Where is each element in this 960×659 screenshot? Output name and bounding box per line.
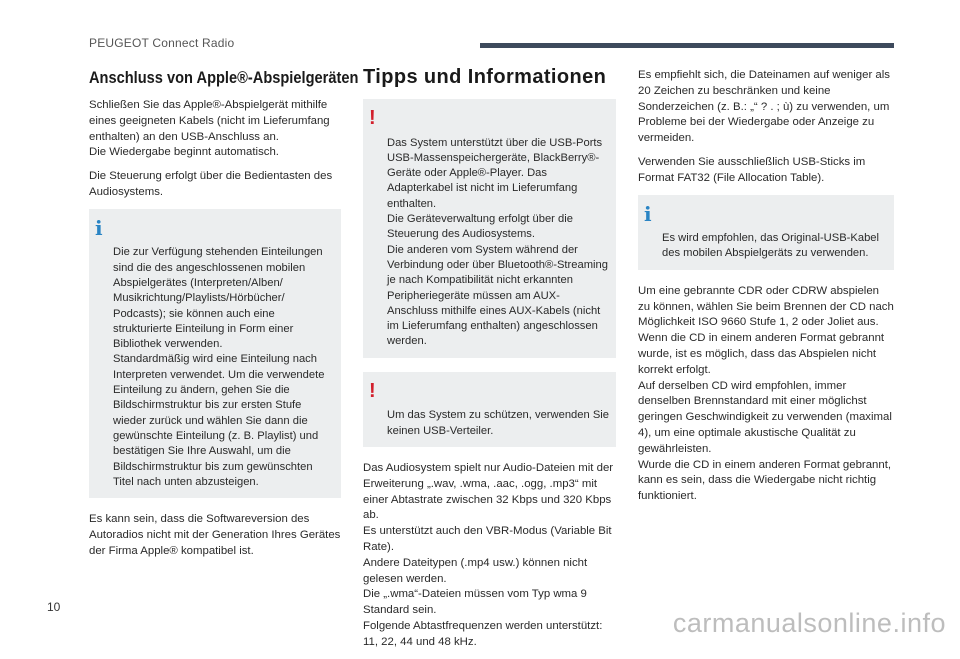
column-middle	[363, 68, 616, 659]
column-left	[89, 68, 359, 568]
info-icon: i	[95, 215, 103, 240]
column-right	[638, 68, 894, 513]
info-box	[638, 195, 894, 270]
warning-box	[363, 372, 616, 447]
page-number: 10	[47, 600, 61, 614]
warning-box	[363, 99, 616, 358]
paragraph: Es empfiehlt sich, die Dateinamen auf weniger als 20 Zeichen zu beschränken und keine Sonderzeichen (z. B.: „“ ? . ; ù) zu verwenden, um Probleme bei der Wiedergabe oder Anzeige zu vermeiden.	[638, 69, 890, 145]
header-bar	[480, 43, 894, 48]
paragraph: Die Steuerung erfolgt über die Bedientasten des Audiosystems.	[89, 170, 333, 198]
info-icon: i	[644, 201, 652, 226]
info-box	[89, 209, 341, 498]
paragraph: Um eine gebrannte CDR oder CDRW abspielen zu können, wählen Sie beim Brennen der CD nach Möglichkeit ISO 9660 Stufe 1, 2 oder Joliet aus. Wenn die CD in einem anderen Format gebrannt wurde, ist es möglich, dass das Abspielen nicht korrekt erfolgt. Auf derselben CD wird empfohlen, immer denselben Brennstandard mit einer möglichst geringen Geschwindigkeit zu verwenden (maximal 4), um eine optimale akustische Qualität zu gewährleisten. Wurde die CD in einem anderen Format gebrannt, kann es sein, dass die Wiedergabe nicht richtig funktioniert.	[638, 284, 894, 503]
paragraph: Es kann sein, dass die Softwareversion des Autoradios nicht mit der Generation Ihres Gerätes der Firma Apple® kompatibel ist.	[89, 513, 341, 557]
warning-box-text: Das System unterstützt über die USB-Ports USB-Massenspeichergeräte, BlackBerry®-Geräte oder Apple®-Player. Das Adapterkabel ist nicht im Lieferumfang enthalten. Die Geräteverwaltung erfolgt über die Steuerung des Audiosystems. Die anderen vom System während der Verbindung oder über Bluetooth®-Streaming je nach Kompatibilität nicht erkannten Peripheriegeräte müssen am AUX-Anschluss mithilfe eines AUX-Kabels (nicht im Lieferumfang enthalten) angeschlossen werden.	[387, 136, 608, 348]
header-label: PEUGEOT Connect Radio	[89, 36, 235, 50]
warning-box-text: Um das System zu schützen, verwenden Sie keinen USB-Verteiler.	[387, 409, 609, 437]
warning-icon: !	[369, 379, 376, 402]
info-box-text: Es wird empfohlen, das Original-USB-Kabel des mobilen Abspielgeräts zu verwenden.	[662, 232, 880, 260]
paragraph: Das Audiosystem spielt nur Audio-Dateien mit der Erweiterung „.wav, .wma, .aac, .ogg, .mp3“ mit einer Abtastrate zwischen 32 Kbps und 320 Kbps ab. Es unterstützt auch den VBR-Modus (Variable Bit Rate). Andere Dateitypen (.mp4 usw.) können nicht gelesen werden. Die „.wma“-Dateien müssen vom Typ wma 9 Standard sein. Folgende Abtastfrequenzen werden unterstützt: 11, 22, 44 und 48 kHz.	[363, 461, 614, 648]
paragraph: Schließen Sie das Apple®-Abspielgerät mithilfe eines geeigneten Kabels (nicht im Lieferumfang enthalten) an den USB-Anschluss an. Die Wiedergabe beginnt automatisch.	[89, 99, 330, 159]
paragraph: Verwenden Sie ausschließlich USB-Sticks im Format FAT32 (File Allocation Table).	[638, 155, 866, 184]
watermark: carmanualsonline.info	[672, 608, 946, 638]
info-box-text: Die zur Verfügung stehenden Einteilungen sind die des angeschlossenen mobilen Abspielgerätes (Interpreten/Alben/ Musikrichtung/Playlists/Hörbücher/ Podcasts); sie können auch eine strukturierte Einteilung in Form einer Bibliothek verwenden. Standardmäßig wird eine Einteilung nach Interpreten verwendet. Um die verwendete Einteilung zu ändern, gehen Sie die Bildschirmstruktur bis zur ersten Stufe wieder zurück und wählen Sie dann die gewünschte Einteilung (z. B. Playlist) und bestätigen Sie Ihre Auswahl, um die Bildschirmstruktur bis zum gewünschten Titel nach unten abzusteigen.	[113, 246, 325, 488]
section-heading-tips: Tipps und Informationen	[363, 66, 607, 88]
warning-icon: !	[369, 107, 376, 129]
section-heading-apple: Anschluss von Apple®-Abspielgeräten	[89, 68, 359, 87]
